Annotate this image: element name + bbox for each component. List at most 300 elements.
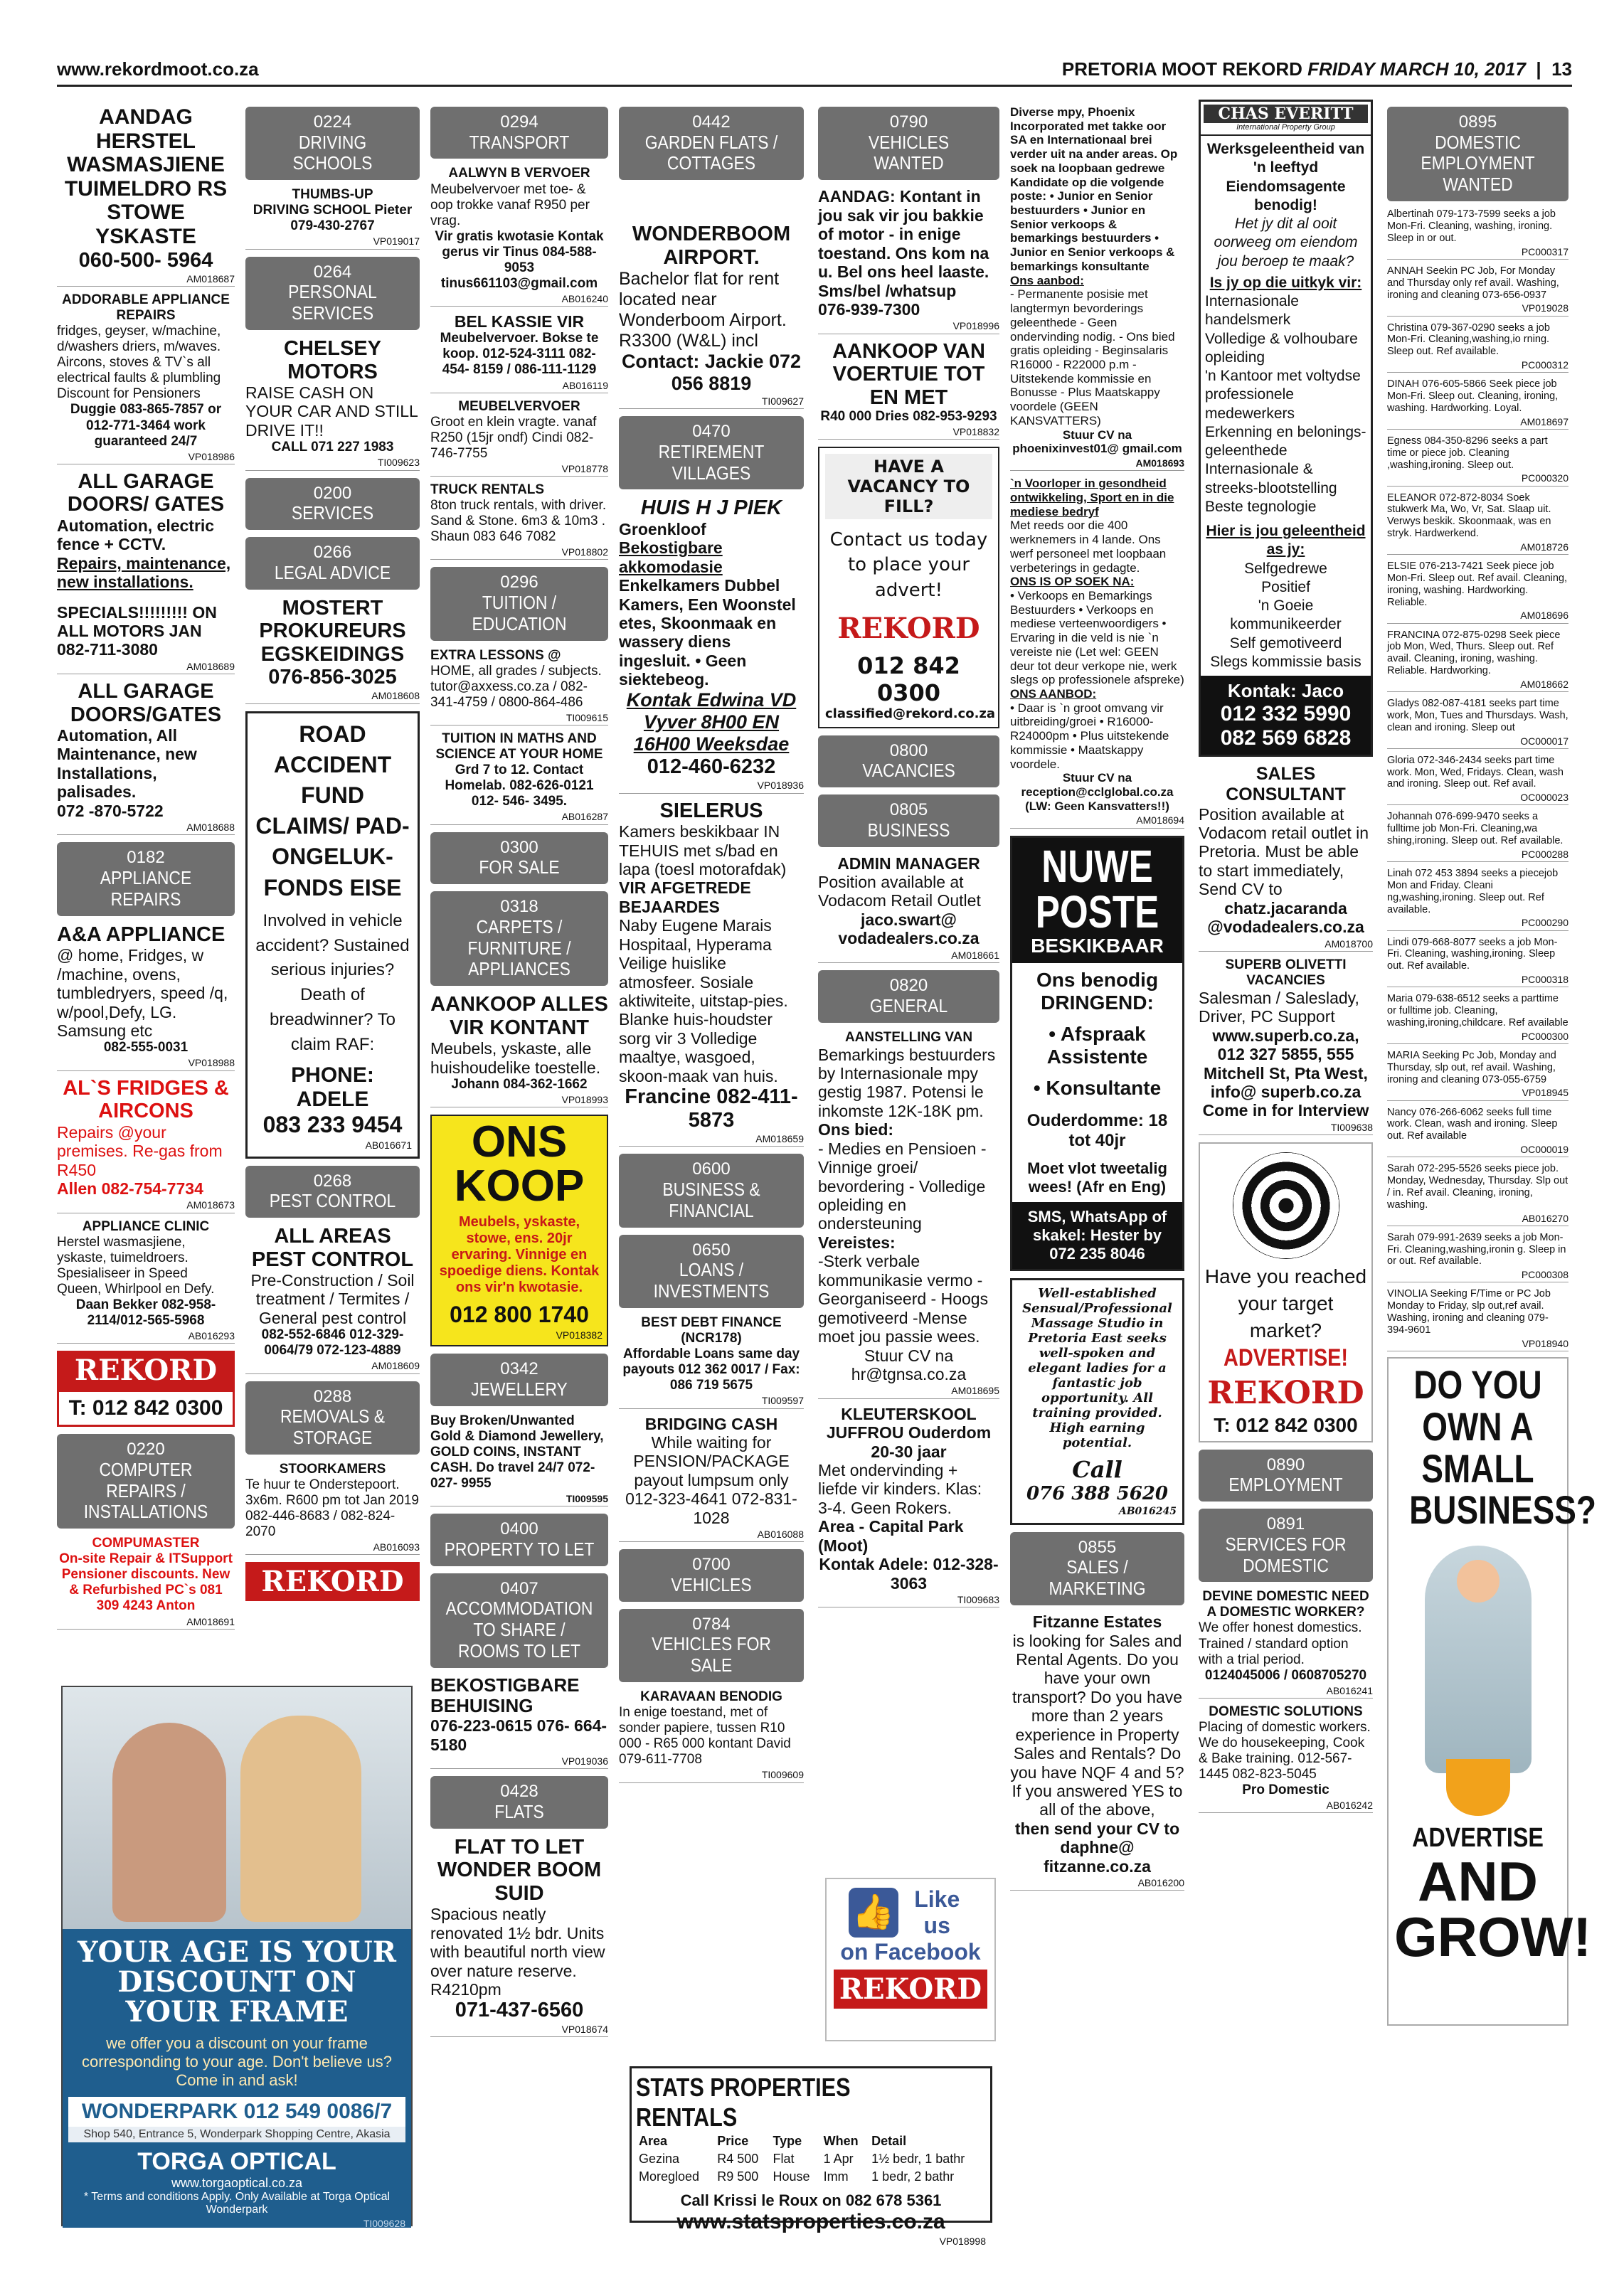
ad-cv: Stuur CV na reception@cclglobal.co.za (LW: Geen Kansvatters!!) [1021, 771, 1174, 813]
section-title: JEWELLERY [471, 1378, 568, 1400]
advertise-word: ADVERTISE [1412, 1823, 1544, 1854]
torga-web[interactable]: www.torgaoptical.co.za [171, 2176, 303, 2190]
chas-phone-2: 082 569 6828 [1220, 726, 1352, 750]
site-url[interactable]: www.rekordmoot.co.za [57, 58, 259, 80]
ad-title: APPLIANCE CLINIC [82, 1218, 210, 1234]
list-item-text: VINOLIA Seeking F/Time or PC Job Monday to Friday, slp out,ref avail. Washing, ironing and cleaning 079- 394-9601 [1387, 1288, 1551, 1336]
list-item [1387, 560, 1568, 623]
ad-subtitle: Bekostigbare akkomodasie [619, 538, 723, 576]
section-number: 0342 [500, 1359, 538, 1379]
list-item: Selfgedrewe [1244, 560, 1327, 577]
classified-ad [430, 648, 608, 726]
section-header [619, 1235, 804, 1308]
classified-ad [57, 1536, 235, 1629]
cell: 1 bedr, 2 bathr [871, 2169, 955, 2184]
ad-code: AB016241 [1326, 1684, 1373, 1696]
section-title: RETIREMENT VILLAGES [658, 440, 765, 484]
section-title: COMPUTER REPAIRS / INSTALLATIONS [83, 1458, 208, 1523]
list-item-text: ELEANOR 072-872-8034 Soek stukwerk Ma, Wo, Vr, Sat. Slaap uit. Verwys beskik. Skoonmaak, was en stryk. Hardwerkend. [1387, 491, 1551, 540]
ad-code: AB016671 [365, 1139, 412, 1151]
section-title: APPLIANCE REPAIRS [100, 867, 192, 910]
ad-contact: Kontak Adele: 012-328-3063 [819, 1555, 999, 1593]
ad-title: ADDORABLE APPLIANCE REPAIRS [62, 292, 230, 324]
ad-body: Meubelvervoer met toe- & oop trokke vanaf R950 per vrag. [430, 181, 590, 228]
facebook-like-icon: 👍 [849, 1888, 898, 1938]
ad-offer-label: ONS AANBOD: [1010, 686, 1097, 701]
ad-brand: Pro Domestic [1242, 1782, 1329, 1797]
column-4 [619, 100, 804, 1992]
ad-body: RAISE CASH ON YOUR CAR AND STILL DRIVE IT!! [245, 383, 418, 440]
ad-title: A&A APPLIANCE [57, 923, 225, 946]
section-header [430, 891, 608, 986]
section-title: VEHICLES [671, 1574, 752, 1595]
ad-code: AM018689 [186, 660, 235, 672]
section-header [430, 1514, 608, 1566]
ad-contact: Francine 082-411-5873 [625, 1085, 798, 1132]
ad-title: COMPUMASTER [92, 1536, 200, 1551]
nuwe-age: Ouderdomme: 18 tot 40jr [1026, 1110, 1168, 1150]
ad-title: MEUBELVERVOER [458, 398, 580, 414]
list-item [1387, 755, 1568, 806]
ad-title: ALL GARAGE DOORS/ GATES [67, 469, 225, 516]
beskikbaar-heading: BESKIKBAAR [1031, 934, 1164, 957]
section-header [818, 107, 999, 180]
column-7 [1199, 100, 1373, 2226]
ad-body: Diverse mpy, Phoenix Incorporated met takke oor SA en Internationaal brei verder uit na ander areas. Op soek na loopbaan gedrewe Kandidate op die volgende poste: • Junior en Senior bestuurders • Junior en Senior verkoops & bemarkings bestuurders • Junior en Senior verkoops & bemarkings konsultante [1010, 105, 1178, 273]
ad-title: AANKOOP VAN VOERTUIE TOT EN MET [832, 339, 985, 409]
ad-code: AM018687 [186, 273, 235, 285]
ad-body: Pre-Construction / Soil treatment / Termites / General pest control [250, 1271, 415, 1327]
section-header [245, 107, 420, 180]
section-title: REMOVALS & STORAGE [280, 1405, 386, 1449]
rekord-logo: REKORD [1207, 1374, 1364, 1411]
section-title: SALES / MARKETING [1049, 1556, 1146, 1600]
cell: Gezina [639, 2152, 680, 2166]
ad-special: SPECIALS!!!!!!!!! ON ALL MOTORS JAN 082-711-3080 [57, 602, 217, 659]
ad-title: BEKOSTIGBARE BEHUISING [430, 1674, 580, 1717]
rekord-logo: REKORD [834, 1970, 987, 2009]
ad-body: Te huur te Onderstepoort. 3x6m. R600 pm tot Jan 2019 082-446-8683 / 082-824-2070 [245, 1477, 419, 1540]
vacancy-email[interactable]: classified@rekord.co.za [825, 706, 996, 721]
ad-code: TI009615 [566, 711, 608, 723]
section-number: 0407 [500, 1578, 538, 1598]
classified-ad [1010, 477, 1184, 828]
classified-ad [245, 337, 420, 471]
section-title: DOMESTIC EMPLOYMENT WANTED [1421, 131, 1535, 196]
section-title: BUSINESS [867, 819, 950, 841]
rekord-logo: REKORD [57, 1351, 235, 1390]
ad-code: AM018726 [1520, 541, 1568, 553]
chas-contact-name: Kontak: Jaco [1227, 680, 1344, 701]
ad-code: VP018998 [939, 2236, 986, 2247]
section-header [245, 1381, 420, 1455]
section-number: 0300 [500, 837, 538, 857]
ad-body: @ home, Fridges, w /machine, ovens, tumbledryers, speed /q, w/pool,Defy, LG. Samsung etc [57, 946, 228, 1040]
section-title: DRIVING SCHOOLS [292, 131, 373, 174]
ad-phone: 072 -870-5722 [57, 801, 164, 820]
ad-body: In enige toestand, met of sonder papiere, tussen R10 000 - R65 000 kontant David 079-611-7708 [619, 1705, 791, 1768]
ad-title: TUITION IN MATHS AND SCIENCE AT YOUR HOME [435, 731, 603, 762]
ad-phone: Allen 082-754-7734 [57, 1179, 203, 1198]
torga-headline: YOUR AGE IS YOUR DISCOUNT ON YOUR FRAME [77, 1935, 397, 2029]
section-number: 0182 [127, 848, 165, 868]
cell: 1 Apr [823, 2152, 854, 2166]
ad-email: jaco.swart@ vodadealers.co.za [838, 910, 980, 948]
torga-terms: * Terms and conditions Apply. Only Available at Torga Optical Wonderpark [83, 2191, 391, 2216]
raf-title: ROAD ACCIDENT FUND CLAIMS/ PAD-ONGELUK-FONDS EISE [255, 721, 410, 900]
ad-seeking: • Verkoops en Bemarkings Bestuurders • Verkoops en mediese verteenwoordigers • Ervaring in die veld is nie `n vereiste nie (Let wel: GEEN deur tot deur verkope nie, werk slegs op professionele afspreke) [1010, 588, 1184, 687]
list-item [1387, 492, 1568, 555]
classified-ad [1199, 764, 1373, 952]
cell: Imm [823, 2169, 849, 2184]
section-title: VEHICLES FOR SALE [652, 1633, 771, 1676]
section-number: 0784 [692, 1614, 731, 1634]
nuwe-role-2: • Konsultante [1033, 1076, 1162, 1099]
ad-req-label: Vereistes: [818, 1233, 896, 1252]
list-item [1387, 1288, 1568, 1351]
advertise-text: ADVERTISE! [1223, 1344, 1349, 1371]
vacancy-headline: HAVE A VACANCY TO FILL? [825, 454, 992, 519]
classified-ad [245, 597, 420, 704]
section-number: 0820 [889, 976, 928, 996]
classified-ad [818, 854, 999, 963]
section-header [619, 1154, 804, 1227]
ad-phone: 076-856-3025 [268, 665, 397, 689]
section-number: 0266 [313, 543, 352, 563]
column-header: When [823, 2134, 859, 2148]
ad-email: chatz.jacaranda @vodadealers.co.za [1207, 898, 1364, 937]
section-number: 0790 [889, 112, 928, 132]
stats-web[interactable]: www.statsproperties.co.za [676, 2210, 945, 2233]
section-header [619, 1549, 804, 1601]
ad-code: AB016119 [562, 379, 608, 391]
koop-body: Meubels, yskaste, stowe, ens. 20jr ervaring. Vinnige en spoedige diens. Kontak ons vir'n kwotasie. [439, 1214, 600, 1296]
ad-title: CHELSEY MOTORS [284, 337, 381, 383]
classified-ad [430, 482, 608, 560]
list-item [1387, 1050, 1568, 1101]
torga-banner [63, 1929, 411, 2228]
rocket-figure [1425, 1546, 1532, 1773]
section-number: 0220 [127, 1440, 165, 1460]
ad-contact: Contact: Jackie 072 056 8819 [621, 351, 802, 394]
ad-title: SIELERUS [659, 799, 763, 822]
list-item [1387, 811, 1568, 862]
ad-body: Bachelor flat for rent located near Wonderboom Airport. R3300 (W&L) incl [619, 269, 787, 351]
ad-code: AM018693 [1135, 457, 1184, 469]
ad-body: We offer honest domestics. Trained / standard option with a trial period. [1199, 1620, 1362, 1667]
ad-phone: 082-555-0031 [103, 1040, 189, 1056]
ad-title: ALL GARAGE DOORS/GATES [70, 680, 222, 726]
ad-code: AM018695 [951, 1385, 999, 1397]
rocket-flame [1446, 1759, 1510, 1816]
section-header [619, 1609, 804, 1682]
section-header [818, 970, 999, 1022]
and-word: AND [1418, 1850, 1538, 1913]
ad-title: AL`S FRIDGES & AIRCONS [63, 1076, 229, 1123]
ad-body: Automation, electric fence + CCTV. [57, 516, 215, 554]
ad-body: Repairs @your premises. Re-gas from R450 [57, 1122, 223, 1179]
section-title: GENERAL [869, 994, 948, 1016]
ad-code: PC000308 [1521, 1269, 1568, 1281]
ad-body: is looking for Sales and Rental Agents. Do you have your own transport? Do you have more than 2 years experience in Property Sales and Rentals? Do you have NQF 4 and 5? If you answered YES to all of the above, [1010, 1631, 1184, 1819]
ad-code: AM018661 [951, 949, 999, 961]
ad-code: VP018993 [561, 1094, 608, 1106]
section-header [430, 1354, 608, 1405]
ad-code: PC000317 [1521, 245, 1568, 257]
list-item-text: Lindi 079-668-8077 seeks a job Mon-Fri. Cleaning, washing,ironing. Sleep out. Ref available. [1387, 936, 1558, 972]
nuwe-need: Ons benodig DRINGEND: [1036, 968, 1159, 1014]
classified-ad [619, 1415, 804, 1543]
ad-code: TI009638 [1330, 1121, 1373, 1133]
ad-code: AB016093 [373, 1541, 420, 1553]
list-item [1387, 937, 1568, 988]
classified-ad [1010, 1612, 1184, 1891]
ad-contact: Kontak Edwina VD Vyver 8H00 EN 16H00 Weeksdae [626, 689, 797, 755]
section-header [245, 537, 420, 589]
section-title: CARPETS / FURNITURE / APPLIANCES [467, 915, 571, 980]
ad-code: VP019028 [1522, 302, 1568, 314]
raf-phone: 083 233 9454 [262, 1111, 403, 1137]
section-header [57, 1434, 235, 1529]
paper-name: PRETORIA MOOT REKORD [1061, 58, 1302, 80]
ad-phones: 076-223-0615 076- 664-5180 [430, 1716, 607, 1754]
ad-title: ADMIN MANAGER [837, 854, 980, 873]
torga-brand: TORGA OPTICAL [137, 2148, 336, 2175]
chas-list-1 [1205, 292, 1366, 516]
ad-code: AM018673 [186, 1199, 235, 1211]
ad-code: VP019017 [373, 235, 420, 248]
ad-code: AM018609 [371, 1360, 420, 1372]
ad-title: DEVINE DOMESTIC NEED A DOMESTIC WORKER? [1202, 1589, 1369, 1620]
ad-code: AM018694 [1136, 814, 1184, 827]
ad-code: TI009628 [363, 2218, 405, 2229]
ad-title: TRUCK RENTALS [430, 482, 545, 498]
chas-question: Het jy dit al ooit oorweeg om eiendom jou beroep te maak? [1214, 216, 1358, 270]
section-header [57, 842, 235, 915]
chas-opportunity-label: Hier is jou geleentheid as jy: [1206, 523, 1366, 558]
classified-ad [818, 187, 999, 334]
ad-body: Buy Broken/Unwanted Gold & Diamond Jewellery, GOLD COINS, INSTANT CASH. Do travel 24/7 072-027- 9955 [430, 1413, 604, 1492]
ad-code: VP018996 [952, 320, 999, 332]
ad-code: VP018778 [561, 462, 608, 474]
ad-body: Affordable Loans same day payouts 012 362 0017 / Fax: 086 719 5675 [622, 1346, 800, 1393]
ad-code: AM018700 [1325, 937, 1373, 950]
couple-photo [63, 1687, 411, 1929]
classified-ad [57, 680, 235, 835]
list-item [1387, 698, 1568, 749]
section-number: 0318 [500, 897, 538, 917]
ad-body: fridges, geyser, w/machine, d/washers driers, m/waves. Aircons, stoves & TV`s all electrical faults & plumbling Discount for Pensioners [57, 324, 221, 402]
ad-code: AB016240 [561, 292, 608, 304]
ad-contact: Duggie 083-865-7857 or 012-771-3464 work guaranteed 24/7 [70, 402, 222, 449]
vacancy-phone: 012 842 0300 [857, 652, 960, 706]
dartboard-ad [1199, 1142, 1373, 1442]
ad-body: AANDAG: Kontant in jou sak vir jou bakkie of motor - in enige toestand. Ons kom na u. Bel ons heel laaste. Sms/bel /whatsup [818, 187, 989, 300]
ad-cv: Stuur CV na hr@tgnsa.co.za [851, 1346, 967, 1383]
ad-code: PC000312 [1521, 359, 1568, 371]
section-number: 0470 [692, 422, 731, 442]
ad-body: HOME, all grades / subjects. tutor@axxess.co.za / 082-341-4759 / 0800-864-486 [430, 663, 602, 710]
section-header [245, 478, 420, 530]
section-number: 0442 [692, 112, 731, 132]
stats-properties-ad [630, 2066, 992, 2247]
ad-body: While waiting for PENSION/PACKAGE payout lumpsum only 012-323-4641 072-831-1028 [625, 1433, 797, 1527]
table-row [636, 2168, 986, 2186]
classified-ad [818, 340, 999, 440]
ad-title: KARAVAAN BENODIG [640, 1689, 782, 1705]
ad-cv: Stuur CV na phoenixinvest01@ gmail.com [1012, 427, 1182, 456]
column-8 [1387, 100, 1596, 2226]
ad-contact: Johann 084-362-1662 [451, 1077, 588, 1093]
section-header [1387, 107, 1568, 201]
section-title: BUSINESS & FINANCIAL [662, 1179, 760, 1221]
ad-body: Met ondervinding + liefde vir kinders. Klas: 3-4. Geen Rokers. [818, 1460, 982, 1517]
list-item [1387, 435, 1568, 487]
facebook-promo [825, 1878, 996, 2041]
chas-everitt-ad [1199, 100, 1373, 757]
classified-ad [430, 1413, 608, 1506]
section-header [430, 832, 608, 884]
chas-headline: Werksgeleentheid van 'n leeftyd Eiendomsagente benodig! [1206, 141, 1365, 213]
list-item [1387, 868, 1568, 930]
list-item-text: ANNAH Seekin PC Job, For Monday and Thursday only ref avail. Washing, ironing and cleaning 073-656-0937 [1387, 265, 1559, 301]
page-number: 13 [1551, 58, 1572, 80]
ad-code: PC000290 [1521, 917, 1568, 929]
dartboard-icon [1233, 1152, 1339, 1259]
classified-ad [57, 292, 235, 464]
ad-phone: 071-437-6560 [455, 1999, 584, 2022]
ad-body: Enkelkamers Dubbel Kamers, Een Woonstel etes, Skoonmaak en wassery diens ingesluit. • Geen siektebeog. [619, 576, 796, 689]
ad-phone: 076-939-7300 [818, 300, 920, 319]
chas-logo [1201, 102, 1371, 136]
ad-title: AANDAG HERSTEL WASMASJIENE TUIMELDRO RS STOWE YSKASTE [64, 105, 228, 248]
masthead: PRETORIA MOOT REKORD FRIDAY MARCH 10, 2017 | 13 [1061, 58, 1572, 80]
ad-code: TI009609 [761, 1769, 804, 1781]
ad-title: AANSTELLING VAN [844, 1029, 973, 1045]
section-number: 0268 [313, 1171, 352, 1191]
section-title: SERVICES [291, 502, 374, 524]
section-title: SERVICES FOR DOMESTIC [1225, 1533, 1347, 1576]
ad-code: VP018832 [952, 426, 999, 438]
column-5 [818, 100, 999, 2034]
ad-body: On-site Repair & ITSupport Pensioner discounts. New & Refurbished PC`s 081 309 4243 Anton [59, 1551, 233, 1614]
ad-body: Salesman / Saleslady, Driver, PC Support [1199, 988, 1359, 1026]
list-item [1387, 378, 1568, 430]
ad-code: PC000300 [1521, 1030, 1568, 1042]
ad-code: VP018382 [556, 1329, 603, 1341]
ad-title: `n Voorloper in gesondheid ontwikkeling, Sport en in die mediese bedryf [1010, 477, 1174, 519]
ad-phone: 0124045006 / 0608705270 [1204, 1667, 1367, 1683]
section-number: 0200 [313, 483, 352, 503]
ad-title: AALWYN B VERVOER [448, 166, 590, 181]
ad-code: AM018691 [186, 1615, 235, 1627]
poste-heading: POSTE [1035, 886, 1159, 937]
ad-phone: 012-460-6232 [647, 755, 776, 778]
ad-code: AB016088 [757, 1529, 804, 1541]
classified-ad [57, 1077, 235, 1213]
ad-services: Repairs, maintenance, new installations. [57, 553, 231, 592]
section-title: LEGAL ADVICE [274, 561, 391, 583]
section-title: LOANS / INVESTMENTS [653, 1259, 770, 1302]
chas-seek-label: Is jy op die uitkyk vir: [1209, 274, 1362, 291]
ad-code: VP018986 [188, 450, 235, 462]
man-figure [112, 1723, 226, 1922]
list-item: Self gemotiveerd [1229, 634, 1342, 652]
ad-title: Fitzanne Estates [1032, 1612, 1162, 1632]
ad-phones: 082-552-6846 012-329-0064/79 072-123-4889 [261, 1327, 404, 1359]
section-header [430, 567, 608, 640]
figure-head [1457, 1560, 1499, 1603]
vacancy-body: Contact us today to place your advert! [829, 529, 988, 601]
ad-code: TI009597 [761, 1395, 804, 1407]
chas-phone-1: 012 332 5990 [1220, 702, 1352, 726]
column-header: Area [639, 2134, 668, 2148]
list-item: Volledige & volhoubare opleiding [1205, 330, 1358, 366]
list-item-text: ELSIE 076-213-7421 Seek piece job Mon-Fri. Sleep out. Ref avail. Cleaning, ironing, washing. Hardworking. Reliable. [1387, 560, 1568, 608]
rekord-phone: T: 012 842 0300 [1214, 1413, 1358, 1436]
classified-ad [619, 1689, 804, 1782]
section-title: PERSONAL SERVICES [288, 281, 377, 324]
nuwe-language: Moet vlot tweetalig wees! (Afr en Eng) [1027, 1159, 1167, 1196]
ad-code: PC000318 [1521, 974, 1568, 986]
ad-code: TI009683 [957, 1594, 999, 1606]
ad-requirements: -Sterk verbale kommunikasie vermo - Georganiseerd - Hoogs gemotiveerd -Mense moet jou passie wees. [818, 1252, 989, 1346]
classified-ad [430, 399, 608, 477]
list-item-text: Albertinah 079-173-7599 seeks a job Mon-Fri. Cleaning, washing, ironing. Sleep in or out. [1387, 208, 1556, 244]
list-item-text: Johannah 076-699-9470 seeks a fulltime job Mon-Fri. Cleaning,wa shing,ironing. Sleep out. Ref available. [1387, 811, 1564, 847]
ad-contact: Daan Bekker 082-958-2114/012-565-5968 [75, 1297, 216, 1328]
ad-code: TI009595 [566, 1493, 608, 1505]
column-header: Detail [871, 2134, 907, 2148]
classified-ad [1010, 105, 1184, 471]
ad-code: TI009627 [761, 395, 804, 407]
ad-phone: CALL 071 227 1983 [271, 440, 394, 455]
section-title: TUITION / EDUCATION [472, 592, 567, 634]
ad-title: EXTRA LESSONS @ [430, 647, 561, 663]
ad-body: R40 000 Dries 082-953-9293 [820, 409, 997, 425]
cell: House [773, 2169, 810, 2184]
rekord-logo: REKORD [245, 1562, 420, 1601]
rekord-promo [57, 1351, 235, 1427]
woman-figure [240, 1716, 361, 1922]
list-item: Erkenning en belonings-geleenthede [1205, 423, 1366, 459]
classified-ad [430, 993, 608, 1107]
ad-title: FLAT TO LET WONDER BOOM SUID [437, 1835, 602, 1905]
column-header: Type [773, 2134, 802, 2148]
ad-title: SUPERB OLIVETTI VACANCIES [1225, 957, 1347, 988]
section-title: EMPLOYMENT [1228, 1474, 1343, 1496]
chas-contact [1201, 676, 1371, 755]
ad-cv: then send your CV to daphne@ fitzanne.co.za [1014, 1819, 1180, 1876]
ad-offer-label: Ons bied: [818, 1120, 894, 1139]
ad-body: Meubelvervoer. Bokse te koop. 012-524-3111 082-454- 8159 / 086-111-1129 [440, 331, 599, 378]
ad-code: OC000019 [1520, 1144, 1568, 1156]
chas-brand: CHAS EVERITT [1204, 105, 1368, 123]
classified-ad [818, 1405, 999, 1608]
ad-code: AB016270 [1522, 1212, 1568, 1224]
domestic-wanted-list [1387, 208, 1568, 1351]
list-item [1387, 322, 1568, 373]
ad-code: VP019036 [561, 1755, 608, 1768]
classified-ad [619, 223, 804, 409]
ad-title: THUMBS-UP [292, 187, 373, 203]
ad-title: ALL AREAS PEST CONTROL [251, 1225, 414, 1271]
section-number: 0700 [692, 1555, 731, 1575]
torga-optical-ad [61, 1686, 413, 2229]
ad-code: AM018608 [371, 690, 420, 702]
ad-body: Herstel wasmasjiene, yskaste, tuimeldroers. Spesialiseer in Speed Queen, Whirlpool en Defy. [57, 1234, 215, 1297]
ad-body: Automation, All Maintenance, new Installations, palisades. [57, 726, 197, 802]
